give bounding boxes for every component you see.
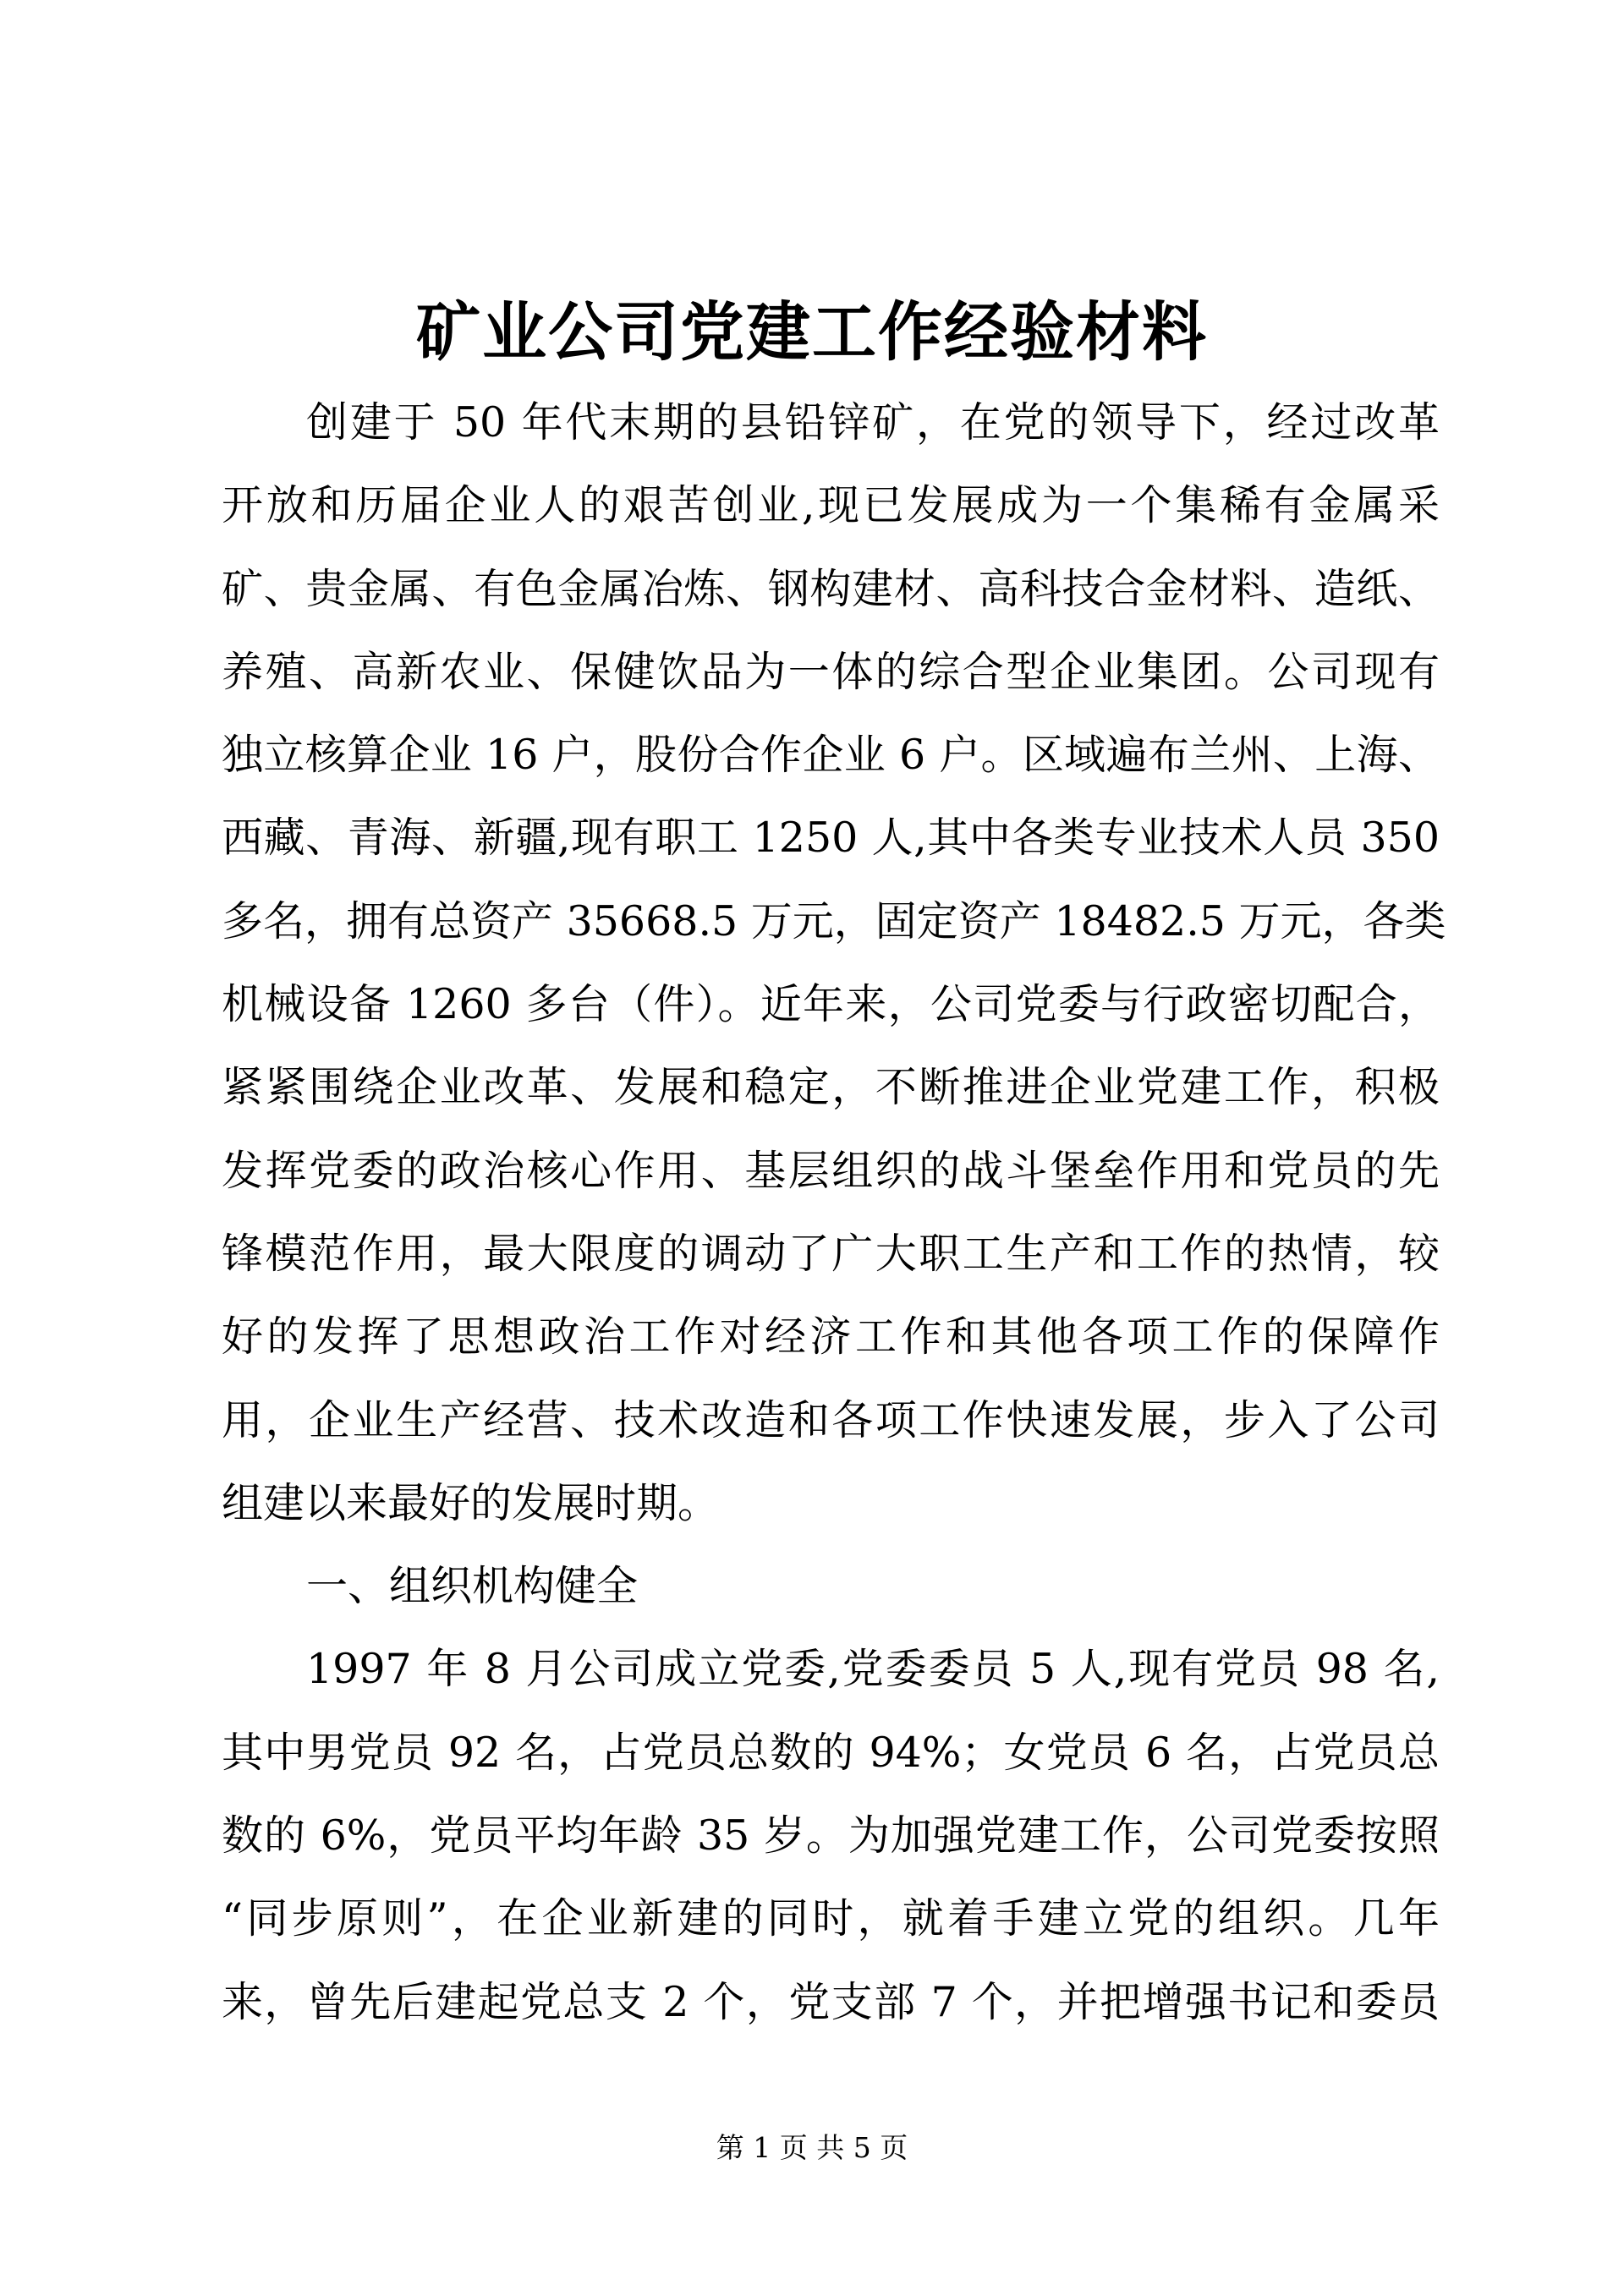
paragraph-line: 矿、贵金属、有色金属冶炼、钢构建材、高科技合金材料、造纸、 bbox=[222, 564, 1440, 613]
paragraph-line: 发挥党委的政治核心作用、基层组织的战斗堡垒作用和党员的先 bbox=[222, 1146, 1440, 1195]
document-body bbox=[222, 381, 1446, 2044]
paragraph-line: 用，企业生产经营、技术改造和各项工作快速发展，步入了公司 bbox=[222, 1395, 1440, 1444]
paragraph-line: 多名，拥有总资产 35668.5 万元，固定资产 18482.5 万元，各类 bbox=[222, 896, 1446, 945]
paragraph-line: “同步原则”，在企业新建的同时，就着手建立党的组织。几年 bbox=[222, 1894, 1440, 1943]
paragraph-line: 养殖、高新农业、保健饮品为一体的综合型企业集团。公司现有 bbox=[222, 647, 1440, 696]
paragraph-line: 独立核算企业 16 户，股份合作企业 6 户。区域遍布兰州、上海、 bbox=[222, 731, 1440, 780]
paragraph-line: 紧紧围绕企业改革、发展和稳定，不断推进企业党建工作，积极 bbox=[222, 1063, 1440, 1112]
paragraph-line: 机械设备 1260 多台（件）。近年来，公司党委与行政密切配合， bbox=[222, 980, 1440, 1029]
paragraph-line: 创建于 50 年代末期的县铅锌矿，在党的领导下，经过改革 bbox=[306, 398, 1440, 447]
paragraph-line: 组建以来最好的发展时期。 bbox=[222, 1478, 720, 1527]
section-heading: 一、组织机构健全 bbox=[306, 1562, 639, 1611]
paragraph-line: 来，曾先后建起党总支 2 个，党支部 7 个，并把增强书记和委员 bbox=[222, 1977, 1440, 2026]
page-number-footer: 第 1 页 共 5 页 bbox=[716, 2131, 908, 2164]
paragraph-line: 锋模范作用，最大限度的调动了广大职工生产和工作的热情，较 bbox=[222, 1229, 1440, 1278]
paragraph-line: 数的 6%，党员平均年龄 35 岁。为加强党建工作，公司党委按照 bbox=[222, 1811, 1440, 1860]
paragraph-line: 其中男党员 92 名，占党员总数的 94%；女党员 6 名，占党员总 bbox=[222, 1728, 1440, 1777]
paragraph-line: 1997 年 8 月公司成立党委,党委委员 5 人,现有党员 98 名, bbox=[306, 1645, 1440, 1694]
paragraph-line: 开放和历届企业人的艰苦创业,现已发展成为一个集稀有金属采 bbox=[222, 481, 1440, 530]
paragraph-line: 西藏、青海、新疆,现有职工 1250 人,其中各类专业技术人员 350 bbox=[222, 814, 1440, 863]
paragraph-line: 好的发挥了思想政治工作对经济工作和其他各项工作的保障作 bbox=[222, 1312, 1440, 1362]
document-title: 矿业公司党建工作经验材料 bbox=[416, 294, 1208, 370]
